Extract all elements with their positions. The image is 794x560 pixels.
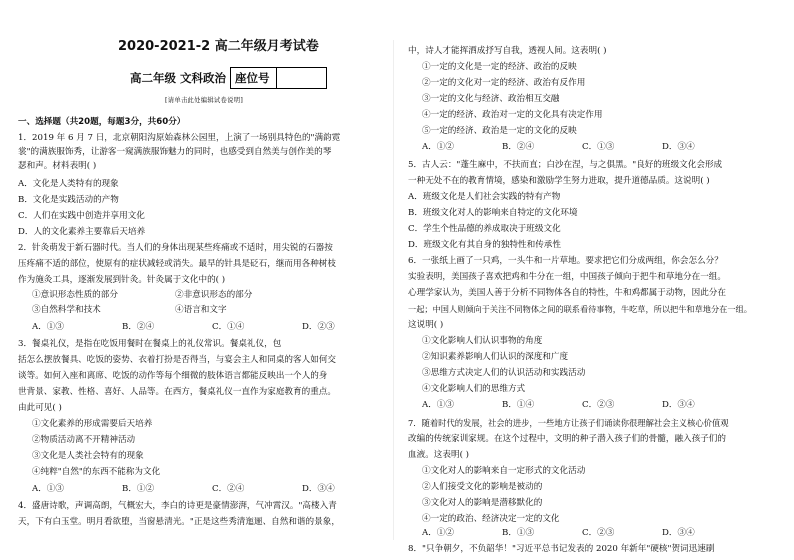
statement-item: ④一定的经济、政治对一定的文化具有决定作用 (422, 110, 603, 120)
option-b[interactable]: B．①④ (502, 400, 535, 410)
grade-subject: 高二年级 文科政治 (130, 71, 227, 85)
statement-item: ②物质活动离不开精神活动 (32, 435, 136, 445)
statement-item: ③文化是人类社会特有的现象 (32, 451, 144, 461)
question-4-line: 中，诗人才能挥洒成抒写自我，透视人间。这表明( ) (408, 46, 607, 56)
question-7-line: 7．随着时代的发展，社会的进步，一些地方让孩子们诵读你很理解社会主义核心价值观 (408, 418, 729, 428)
option-c[interactable]: C．②③ (582, 528, 615, 538)
statement-item: ①一定的文化是一定的经济、政治的反映 (422, 62, 577, 72)
seat-label: 座位号 (235, 71, 270, 85)
question-7-line: 血液。这表明( ) (408, 450, 469, 460)
option-a[interactable]: A．①③ (32, 322, 64, 332)
question-2-line: 作为施灸工具，逐渐发展到针灸。针灸属于文化中的( ) (18, 275, 226, 285)
exam-note[interactable]: [请单击此处编辑试卷说明] (165, 97, 244, 104)
question-5-line: 一种无处不在的教育情境，感染和激励学生努力进取，提升道德品质。这说明( ) (408, 176, 710, 186)
option-c[interactable]: C．①④ (212, 322, 245, 332)
statement-item: ③思维方式决定人们的认识活动和实践活动 (422, 368, 586, 378)
question-2-line: 压疼痛不适的部位，使原有的症状减轻或消失。最早的针具是砭石，继而用各种树枝 (18, 259, 336, 269)
question-2-line: 2．针灸萌发于新石器时代。当人们的身体出现某些疼痛或不适时，用尖锐的石器按 (18, 243, 333, 253)
question-3-line: 3．餐桌礼仪，是指在吃饭用餐时在餐桌上的礼仪常识。餐桌礼仪，包 (18, 339, 282, 349)
question-6-line: 这说明( ) (408, 320, 444, 330)
section-heading: 一、选择题（共20题，每题3分，共60分） (18, 117, 186, 127)
question-6-line: 一起；中国人则倾向于关注不同物体之间的联系看待事物，牛吃草，所以把牛和草地分在一组。 (408, 304, 752, 314)
statement-item: ①意识形态性质的部分 (32, 290, 118, 300)
option-b[interactable]: B．①③ (502, 528, 535, 538)
statement-item: ①文化对人的影响来自一定形式的文化活动 (422, 466, 586, 476)
question-6-line: 实验表明，美国孩子喜欢把鸡和牛分在一组，中国孩子倾向于把牛和草地分在一组。 (408, 272, 726, 282)
option-c[interactable]: C．②③ (582, 400, 615, 410)
question-1-line: 瑟和声。材料表明( ) (18, 161, 97, 171)
statement-item: ④语言和文字 (175, 305, 227, 315)
statement-item: ⑤一定的经济、政治是一定的文化的反映 (422, 126, 577, 136)
option-b[interactable]: B．②④ (502, 142, 535, 152)
question-6-line: 6．一张纸上画了一只鸡，一头牛和一片草地。要求把它们分成两组，你会怎么分？ (408, 256, 723, 266)
question-4-line: 4．盛唐诗歌，声调高朗，气概宏大，李白的诗更是豪情澎湃，气冲霄汉。"高楼入青 (18, 501, 337, 511)
statement-item: ①文化素养的形成需要后天培养 (32, 419, 153, 429)
question-7-line: 改编的传统家训家规。在这个过程中，文明的种子潜入孩子们的骨髓，融入孩子们的 (408, 434, 726, 444)
option-c[interactable]: C．①③ (582, 142, 615, 152)
option-a[interactable]: A．①② (422, 528, 454, 538)
option-a[interactable]: A．文化是人类特有的现象 (18, 179, 119, 189)
option-d[interactable]: D．班级文化有其自身的独特性和传承性 (408, 240, 561, 250)
option-a[interactable]: A．①③ (422, 400, 454, 410)
option-c[interactable]: C．②④ (212, 484, 245, 494)
question-3-line: 世背景、家教、性格、喜好、人品等。在西方，餐桌礼仪一直作为家庭教育的重点。 (18, 387, 336, 397)
question-3-line: 括怎么摆放餐具、吃饭的姿势、衣着打扮是否得当，与宴会主人和同桌的客人如何交 (18, 355, 336, 365)
option-c[interactable]: C．人们在实践中创造并享用文化 (18, 211, 145, 221)
statement-item: ①文化影响人们认识事物的角度 (422, 336, 543, 346)
question-1-line: 裳"的满族服饰秀，让游客一窥满族服饰魅力的同时，也感受到自然美与创作美的琴 (18, 147, 332, 157)
option-a[interactable]: A．①③ (32, 484, 64, 494)
seat-label-box (230, 67, 277, 89)
statement-item: ②人们接受文化的影响是被动的 (422, 482, 543, 492)
option-d[interactable]: D．③④ (662, 400, 695, 410)
option-b[interactable]: B．②④ (122, 322, 155, 332)
column-divider (393, 40, 394, 540)
option-d[interactable]: D．③④ (302, 484, 335, 494)
option-c[interactable]: C．学生个性品德的养成取决于班级文化 (408, 224, 561, 234)
option-b[interactable]: B．班级文化对人的影响来自特定的文化环境 (408, 208, 578, 218)
seat-number-input[interactable] (275, 67, 327, 89)
option-a[interactable]: A．①② (422, 142, 454, 152)
statement-item: ④一定的政治、经济决定一定的文化 (422, 514, 560, 524)
option-d[interactable]: D．人的文化素养主要靠后天培养 (18, 227, 146, 237)
statement-item: ③自然科学和技术 (32, 305, 101, 315)
statement-item: ④纯粹"自然"的东西不能称为文化 (32, 467, 161, 477)
statement-item: ②一定的文化对一定的经济、政治有反作用 (422, 78, 586, 88)
option-a[interactable]: A．班级文化是人们社会实践的特有产物 (408, 192, 561, 202)
question-3-line: 由此可见( ) (18, 403, 62, 413)
statement-item: ②知识素养影响人们认识的深度和广度 (422, 352, 569, 362)
question-3-line: 谈等。如何入座和离席、吃饭的动作等每个细微的肢体语言都能反映出一个人的身 (18, 371, 328, 381)
exam-title: 2020-2021-2 高二年级月考试卷 (118, 39, 319, 54)
option-b[interactable]: B．文化是实践活动的产物 (18, 195, 119, 205)
option-d[interactable]: D．③④ (662, 528, 695, 538)
option-b[interactable]: B．①② (122, 484, 155, 494)
statement-item: ③文化对人的影响是潜移默化的 (422, 498, 543, 508)
question-1-line: 1．2019 年 6 月 7 日，北京朝阳沟原始森林公园里，上演了一场别具特色的"满韵霓 (18, 133, 341, 143)
statement-item: ④文化影响人们的思维方式 (422, 384, 526, 394)
question-6-line: 心理学家认为，美国人善于分析不同物体各自的特性，牛和鸡都属于动物，因此分在 (408, 288, 726, 298)
question-8-line: 8．"只争朝夕，不负韶华！"习近平总书记发表的 2020 年新年"硬核"贺词迅速刷 (408, 544, 715, 554)
statement-item: ②非意识形态的部分 (175, 290, 253, 300)
option-d[interactable]: D．②③ (302, 322, 335, 332)
question-4-line: 天，下有白玉堂。明月看欲堕，当窗悬清光。"正是这些秀清迤逦、自然和谐的景象， (18, 517, 340, 527)
option-d[interactable]: D．③④ (662, 142, 695, 152)
question-5-line: 5．古人云："蓬生麻中，不扶而直；白沙在涅，与之俱黑。"良好的班级文化会形成 (408, 160, 723, 170)
statement-item: ③一定的文化与经济、政治相互交融 (422, 94, 560, 104)
